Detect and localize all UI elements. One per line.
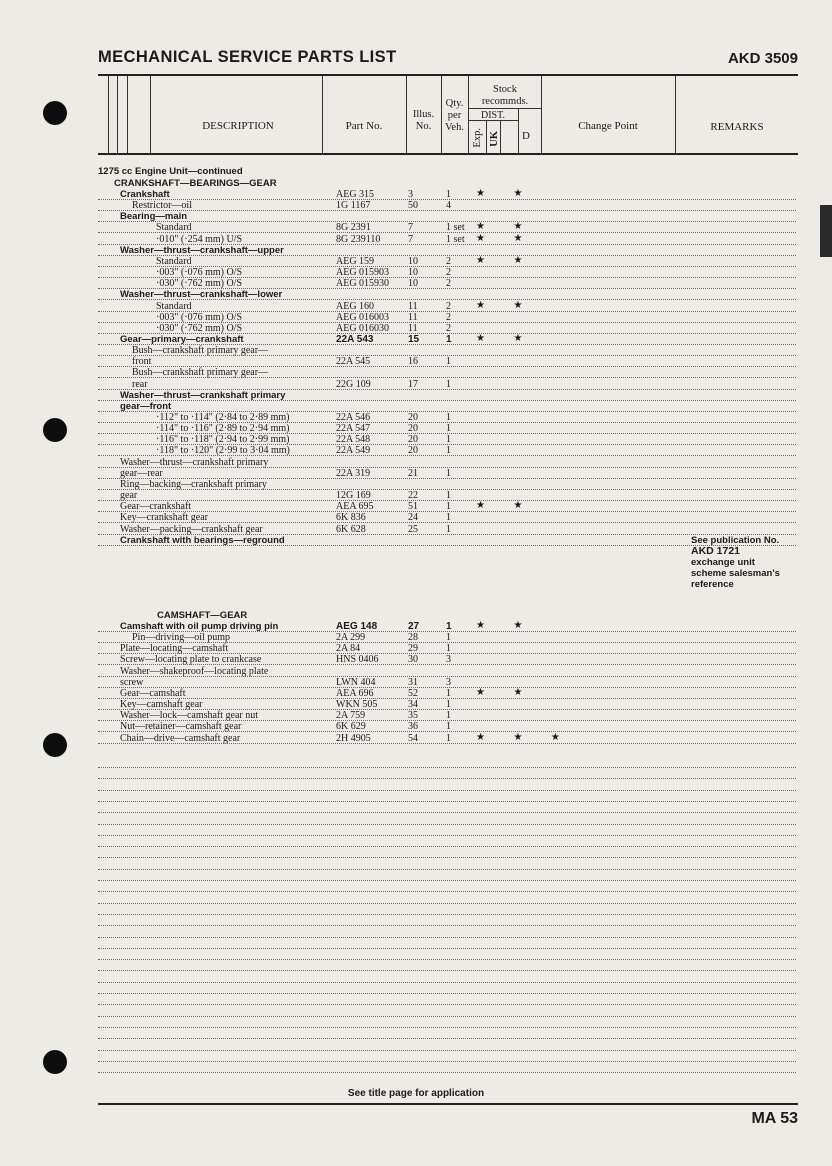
- illustration-number: 11: [408, 311, 418, 323]
- part-description: front: [132, 356, 152, 368]
- illustration-number: 35: [408, 710, 418, 722]
- part-description: Gear—primary—crankshaft: [120, 333, 244, 345]
- part-number: 22G 109: [336, 378, 371, 390]
- quantity-per-vehicle: 1: [446, 423, 451, 435]
- part-description: Washer—thrust—crankshaft primary: [120, 389, 286, 401]
- quantity-per-vehicle: 1: [446, 333, 452, 345]
- illustration-number: 20: [408, 412, 418, 423]
- illustration-number: 16: [408, 356, 418, 368]
- quantity-per-vehicle: 2: [446, 267, 451, 279]
- stock-recommendation-stars: ★ ★: [476, 686, 536, 698]
- part-description: ·003" (·076 mm) O/S: [156, 267, 243, 279]
- blank-line: [98, 869, 796, 870]
- quantity-per-vehicle: 4: [446, 200, 451, 212]
- part-number: AEG 015903: [336, 267, 390, 279]
- part-description: Key—camshaft gear: [120, 699, 203, 711]
- quantity-per-vehicle: 3: [446, 676, 451, 688]
- blank-line: [98, 925, 796, 926]
- part-description: ·030" (·762 mm) O/S: [156, 322, 243, 334]
- quantity-per-vehicle: 1: [446, 501, 451, 513]
- stock-recommendation-stars: ★ ★: [476, 299, 536, 311]
- part-number: 22A 319: [336, 467, 371, 479]
- quantity-per-vehicle: 1: [446, 189, 451, 200]
- blank-line: [98, 970, 796, 971]
- blank-line: [98, 937, 796, 938]
- part-description: Bush—crankshaft primary gear—: [132, 367, 269, 379]
- part-description: Standard: [156, 255, 192, 267]
- stock-recommendation-stars: ★ ★ ★: [476, 731, 573, 743]
- blank-line: [98, 993, 796, 994]
- illustration-number: 27: [408, 621, 420, 632]
- blank-line: [98, 959, 796, 960]
- blank-line: [98, 812, 796, 813]
- col-description: DESCRIPTION: [202, 120, 274, 132]
- binder-hole: [43, 418, 67, 442]
- quantity-per-vehicle: 1: [446, 687, 451, 699]
- part-number: AEG 148: [336, 621, 378, 632]
- part-number: AEG 160: [336, 300, 375, 312]
- col-uk: UK: [489, 131, 500, 147]
- binder-hole: [43, 101, 67, 125]
- illustration-number: 28: [408, 632, 418, 644]
- quantity-per-vehicle: 2: [446, 255, 451, 267]
- part-description: ·116" to ·118" (2·94 to 2·99 mm): [156, 434, 290, 446]
- stock-recommendation-stars: ★ ★: [476, 332, 536, 344]
- part-number: 1G 1167: [336, 200, 371, 212]
- illustration-number: 34: [408, 699, 418, 711]
- part-number: AEA 695: [336, 501, 374, 513]
- illustration-number: 52: [408, 687, 418, 699]
- illustration-number: 10: [408, 267, 418, 279]
- col-exp: Exp.: [472, 128, 483, 148]
- part-description: gear: [120, 490, 138, 502]
- part-description: Plate—locating—camshaft: [120, 643, 229, 655]
- illustration-number: 29: [408, 643, 418, 655]
- part-number: AEG 016003: [336, 311, 390, 323]
- blank-line: [98, 914, 796, 915]
- part-description: Chain—drive—camshaft gear: [120, 732, 241, 744]
- part-description: Washer—packing—crankshaft gear: [120, 523, 263, 535]
- quantity-per-vehicle: 3: [446, 654, 451, 666]
- blank-line: [98, 891, 796, 892]
- blank-line: [98, 1061, 796, 1062]
- part-description: Gear—camshaft: [120, 687, 186, 699]
- quantity-per-vehicle: 1: [446, 412, 451, 423]
- blank-line: [98, 824, 796, 825]
- blank-line: [98, 1072, 796, 1073]
- col-change-point: Change Point: [578, 120, 638, 132]
- col-dist: DIST.: [481, 110, 505, 121]
- part-description: Bush—crankshaft primary gear—: [132, 345, 269, 357]
- blank-line: [98, 903, 796, 904]
- blank-line: [98, 846, 796, 847]
- part-number: 22A 549: [336, 445, 371, 457]
- part-description: rear: [132, 378, 148, 390]
- page-title: MECHANICAL SERVICE PARTS LIST: [98, 48, 397, 66]
- part-description: Bearing—main: [120, 211, 188, 223]
- quantity-per-vehicle: 1: [446, 434, 451, 446]
- blank-line: [98, 767, 796, 768]
- quantity-per-vehicle: 2: [446, 311, 451, 323]
- part-number: 2A 759: [336, 710, 366, 722]
- quantity-per-vehicle: 1: [446, 643, 451, 655]
- col-d: D: [522, 130, 530, 142]
- blank-line: [98, 835, 796, 836]
- quantity-per-vehicle: 1: [446, 467, 451, 479]
- part-description: Nut—retainer—camshaft gear: [120, 721, 242, 733]
- illustration-number: 24: [408, 512, 418, 524]
- quantity-per-vehicle: 1: [446, 632, 451, 644]
- part-number: 6K 836: [336, 512, 366, 524]
- part-number: 8G 2391: [336, 222, 371, 234]
- part-description: Crankshaft with bearings—reground: [120, 534, 285, 546]
- part-description: gear—rear: [120, 467, 163, 479]
- part-description: screw: [120, 676, 144, 688]
- quantity-per-vehicle: 1: [446, 721, 451, 733]
- page-edge-tab: [820, 205, 832, 257]
- quantity-per-vehicle: 1: [446, 621, 452, 632]
- quantity-per-vehicle: 1: [446, 378, 451, 390]
- stock-recommendation-stars: ★ ★: [476, 500, 536, 512]
- part-number: WKN 505: [336, 699, 378, 711]
- illustration-number: 30: [408, 654, 418, 666]
- part-number: 8G 239110: [336, 233, 381, 245]
- part-description: Pin—driving—oil pump: [132, 632, 231, 644]
- document-code: AKD 3509: [727, 50, 798, 67]
- col-part-no: Part No.: [345, 120, 383, 132]
- part-description: Crankshaft: [120, 189, 170, 200]
- part-description: Standard: [156, 222, 192, 234]
- section-heading: CAMSHAFT—GEAR: [157, 610, 248, 621]
- illustration-number: 31: [408, 676, 418, 688]
- section-heading: 1275 cc Engine Unit—continued: [98, 166, 243, 177]
- col-qty: Qty. per Veh.: [445, 98, 464, 133]
- part-description: Gear—crankshaft: [120, 501, 192, 513]
- col-illus-no: Illus. No.: [412, 109, 435, 132]
- part-number: 6K 629: [336, 721, 366, 733]
- stock-recommendation-stars: ★ ★: [476, 221, 536, 233]
- remarks-note: See publication No. AKD 1721 exchange unit scheme salesman's reference: [691, 535, 780, 590]
- col-remarks: REMARKS: [710, 121, 764, 133]
- part-description: Washer—thrust—crankshaft—lower: [120, 289, 283, 301]
- part-number: 12G 169: [336, 490, 371, 502]
- quantity-per-vehicle: 1: [446, 523, 451, 535]
- part-number: 22A 547: [336, 423, 371, 435]
- table-header: [98, 76, 798, 155]
- blank-line: [98, 801, 796, 802]
- part-description: ·112" to ·114" (2·84 to 2·89 mm): [156, 412, 290, 423]
- quantity-per-vehicle: 2: [446, 300, 451, 312]
- illustration-number: 10: [408, 278, 418, 290]
- part-description: Washer—thrust—crankshaft primary: [120, 456, 269, 468]
- part-number: 22A 545: [336, 356, 371, 368]
- part-number: 2H 4905: [336, 732, 371, 744]
- illustration-number: 25: [408, 523, 418, 535]
- illustration-number: 11: [408, 322, 418, 334]
- col-stock: Stock recommds.: [481, 84, 529, 107]
- part-description: ·030" (·762 mm) O/S: [156, 278, 243, 290]
- stock-recommendation-stars: ★ ★: [476, 232, 536, 244]
- blank-line: [98, 790, 796, 791]
- blank-line: [98, 1027, 796, 1028]
- part-number: AEG 315: [336, 189, 375, 200]
- blank-line: [98, 778, 796, 779]
- part-description: Key—crankshaft gear: [120, 512, 209, 524]
- part-number: 22A 546: [336, 412, 371, 423]
- quantity-per-vehicle: 1: [446, 356, 451, 368]
- stock-recommendation-stars: ★ ★: [476, 620, 536, 631]
- illustration-number: 20: [408, 423, 418, 435]
- illustration-number: 7: [408, 233, 413, 245]
- part-number: AEG 015930: [336, 278, 390, 290]
- part-description: Ring—backing—crankshaft primary: [120, 478, 267, 490]
- blank-line: [98, 1038, 796, 1039]
- part-number: HNS 0406: [336, 654, 379, 666]
- illustration-number: 20: [408, 434, 418, 446]
- binder-hole: [43, 1050, 67, 1074]
- part-number: 22A 543: [336, 333, 374, 345]
- binder-hole: [43, 733, 67, 757]
- part-number: AEA 696: [336, 687, 374, 699]
- quantity-per-vehicle: 1: [446, 512, 451, 524]
- page-number: MA 53: [751, 1110, 798, 1127]
- part-description: Camshaft with oil pump driving pin: [120, 621, 279, 632]
- part-number: AEG 159: [336, 255, 375, 267]
- illustration-number: 20: [408, 445, 418, 457]
- part-description: ·114" to ·116" (2·89 to 2·94 mm): [156, 423, 290, 435]
- part-description: ·118" to ·120" (2·99 to 3·04 mm): [156, 445, 290, 457]
- part-description: Restrictor—oil: [132, 200, 192, 212]
- row-leader: [98, 743, 796, 744]
- illustration-number: 22: [408, 490, 418, 502]
- quantity-per-vehicle: 1: [446, 732, 451, 744]
- illustration-number: 17: [408, 378, 418, 390]
- blank-line: [98, 880, 796, 881]
- illustration-number: 21: [408, 467, 418, 479]
- blank-line: [98, 948, 796, 949]
- quantity-per-vehicle: 1 set: [446, 222, 465, 234]
- illustration-number: 51: [408, 501, 418, 513]
- part-number: 22A 548: [336, 434, 371, 446]
- blank-line: [98, 982, 796, 983]
- footnote: See title page for application: [347, 1088, 485, 1099]
- blank-line: [98, 857, 796, 858]
- footer-rule: [98, 1103, 798, 1105]
- illustration-number: 7: [408, 222, 413, 234]
- part-description: ·010" (·254 mm) U/S: [156, 233, 243, 245]
- quantity-per-vehicle: 2: [446, 278, 451, 290]
- illustration-number: 36: [408, 721, 418, 733]
- quantity-per-vehicle: 2: [446, 322, 451, 334]
- quantity-per-vehicle: 1: [446, 445, 451, 457]
- illustration-number: 15: [408, 333, 420, 345]
- part-description: Washer—thrust—crankshaft—upper: [120, 244, 284, 256]
- illustration-number: 3: [408, 189, 413, 200]
- stock-recommendation-stars: ★ ★: [476, 188, 536, 199]
- part-number: AEG 016030: [336, 322, 390, 334]
- illustration-number: 10: [408, 255, 418, 267]
- part-description: Screw—locating plate to crankcase: [120, 654, 262, 666]
- part-description: ·003" (·076 mm) O/S: [156, 311, 243, 323]
- stock-recommendation-stars: ★ ★: [476, 254, 536, 266]
- part-number: LWN 404: [336, 676, 376, 688]
- quantity-per-vehicle: 1: [446, 710, 451, 722]
- quantity-per-vehicle: 1: [446, 490, 451, 502]
- blank-line: [98, 1004, 796, 1005]
- illustration-number: 54: [408, 732, 418, 744]
- blank-line: [98, 1016, 796, 1017]
- part-number: 2A 299: [336, 632, 366, 644]
- quantity-per-vehicle: 1: [446, 699, 451, 711]
- part-number: 2A 84: [336, 643, 361, 655]
- part-description: gear—front: [120, 400, 172, 412]
- part-description: Washer—lock—camshaft gear nut: [120, 710, 259, 722]
- part-description: Standard: [156, 300, 192, 312]
- illustration-number: 50: [408, 200, 418, 212]
- blank-line: [98, 1050, 796, 1051]
- quantity-per-vehicle: 1 set: [446, 233, 465, 245]
- illustration-number: 11: [408, 300, 418, 312]
- part-number: 6K 628: [336, 523, 366, 535]
- section-heading: CRANKSHAFT—BEARINGS—GEAR: [114, 178, 277, 189]
- part-description: Washer—shakeproof—locating plate: [120, 665, 269, 677]
